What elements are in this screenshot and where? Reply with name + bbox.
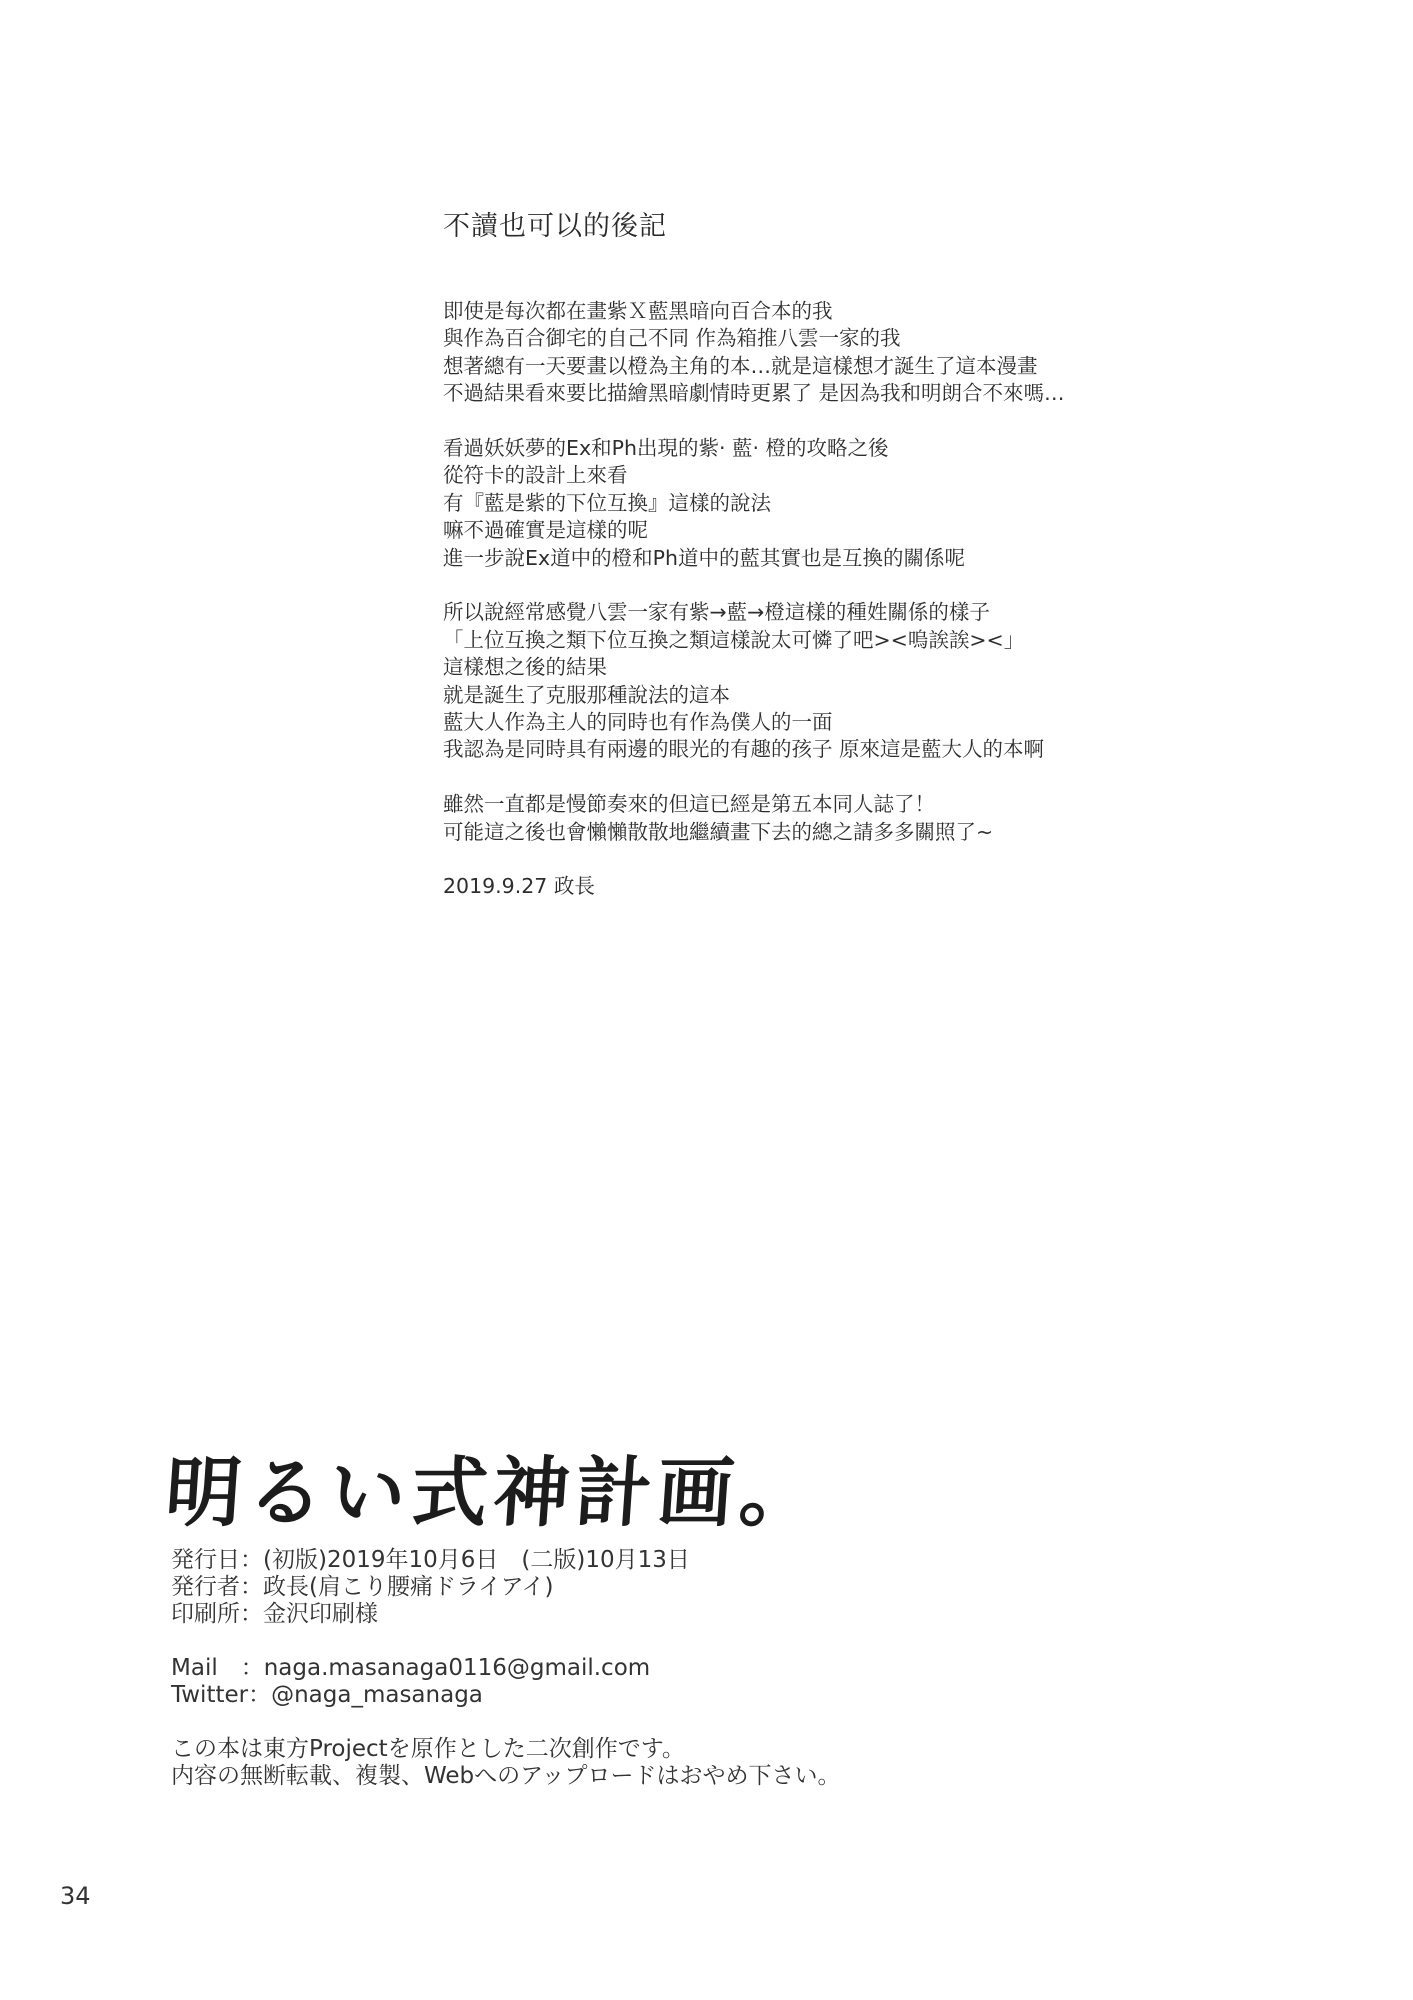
afterword-line: 進一步說Ex道中的橙和Ph道中的藍其實也是互換的關係呢 — [443, 545, 965, 570]
afterword-line: 我認為是同時具有兩邊的眼光的有趣的孩子 原來這是藍大人的本啊 — [443, 737, 1045, 762]
afterword-paragraph-3 — [443, 599, 1343, 763]
printer: 印刷所：金沢印刷様 — [171, 1601, 378, 1627]
afterword-paragraph-1 — [443, 298, 1343, 408]
book-title-logo: 明るい式神計画。 — [162, 1448, 825, 1537]
afterword-line: 與作為百合御宅的自己不同 作為箱推八雲一家的我 — [443, 326, 901, 351]
afterword-line: 就是誕生了克服那種說法的這本 — [443, 682, 730, 707]
publication-date: 発行日：(初版)2019年10月6日 (二版)10月13日 — [171, 1547, 690, 1573]
afterword-line: 想著總有一天要畫以橙為主角的本…就是這樣想才誕生了這本漫畫 — [443, 353, 1038, 378]
afterword-line: 雖然一直都是慢節奏來的但這已經是第五本同人誌了！ — [443, 792, 935, 817]
notice-line: 内容の無断転載、複製、Webへのアップロードはおやめ下さい。 — [171, 1763, 841, 1789]
contact-twitter: Twitter：@naga_masanaga — [171, 1682, 483, 1708]
afterword-line: 所以說經常感覺八雲一家有紫→藍→橙這樣的種姓關係的樣子 — [443, 600, 990, 625]
afterword-body — [443, 298, 1343, 901]
afterword-title: 不讀也可以的後記 — [443, 211, 667, 242]
colophon — [171, 1547, 1321, 1817]
colophon-contact — [171, 1655, 1321, 1709]
afterword-line: 「上位互換之類下位互換之類這樣說太可憐了吧><嗚誒誒><」 — [443, 627, 1025, 652]
contact-mail: Mail ：naga.masanaga0116@gmail.com — [171, 1655, 651, 1681]
afterword-line: 即使是每次都在畫紫Ｘ藍黑暗向百合本的我 — [443, 299, 833, 323]
afterword-paragraph-2 — [443, 435, 1343, 572]
afterword-line: 藍大人作為主人的同時也有作為僕人的一面 — [443, 710, 833, 735]
colophon-notice — [171, 1736, 1321, 1790]
page-number: 34 — [60, 1882, 91, 1910]
notice-line: この本は東方Projectを原作とした二次創作です。 — [171, 1736, 685, 1762]
afterword-line: 有『藍是紫的下位互換』這樣的說法 — [443, 490, 771, 515]
afterword-line: 可能這之後也會懶懶散散地繼續畫下去的總之請多多關照了~ — [443, 819, 994, 844]
afterword-line: 從符卡的設計上來看 — [443, 463, 628, 488]
afterword-line: 嘛不過確實是這樣的呢 — [443, 518, 648, 543]
afterword-line: 不過結果看來要比描繪黑暗劇情時更累了 是因為我和明朗合不來嗎… — [443, 381, 1065, 406]
publisher: 発行者：政長(肩こり腰痛ドライアイ) — [171, 1574, 554, 1600]
afterword-signature: 2019.9.27 政長 — [443, 874, 595, 899]
afterword-line: 看過妖妖夢的Ex和Ph出現的紫· 藍· 橙的攻略之後 — [443, 436, 889, 461]
colophon-publication — [171, 1547, 1321, 1628]
afterword-line: 這樣想之後的結果 — [443, 655, 607, 680]
afterword-paragraph-4 — [443, 791, 1343, 846]
